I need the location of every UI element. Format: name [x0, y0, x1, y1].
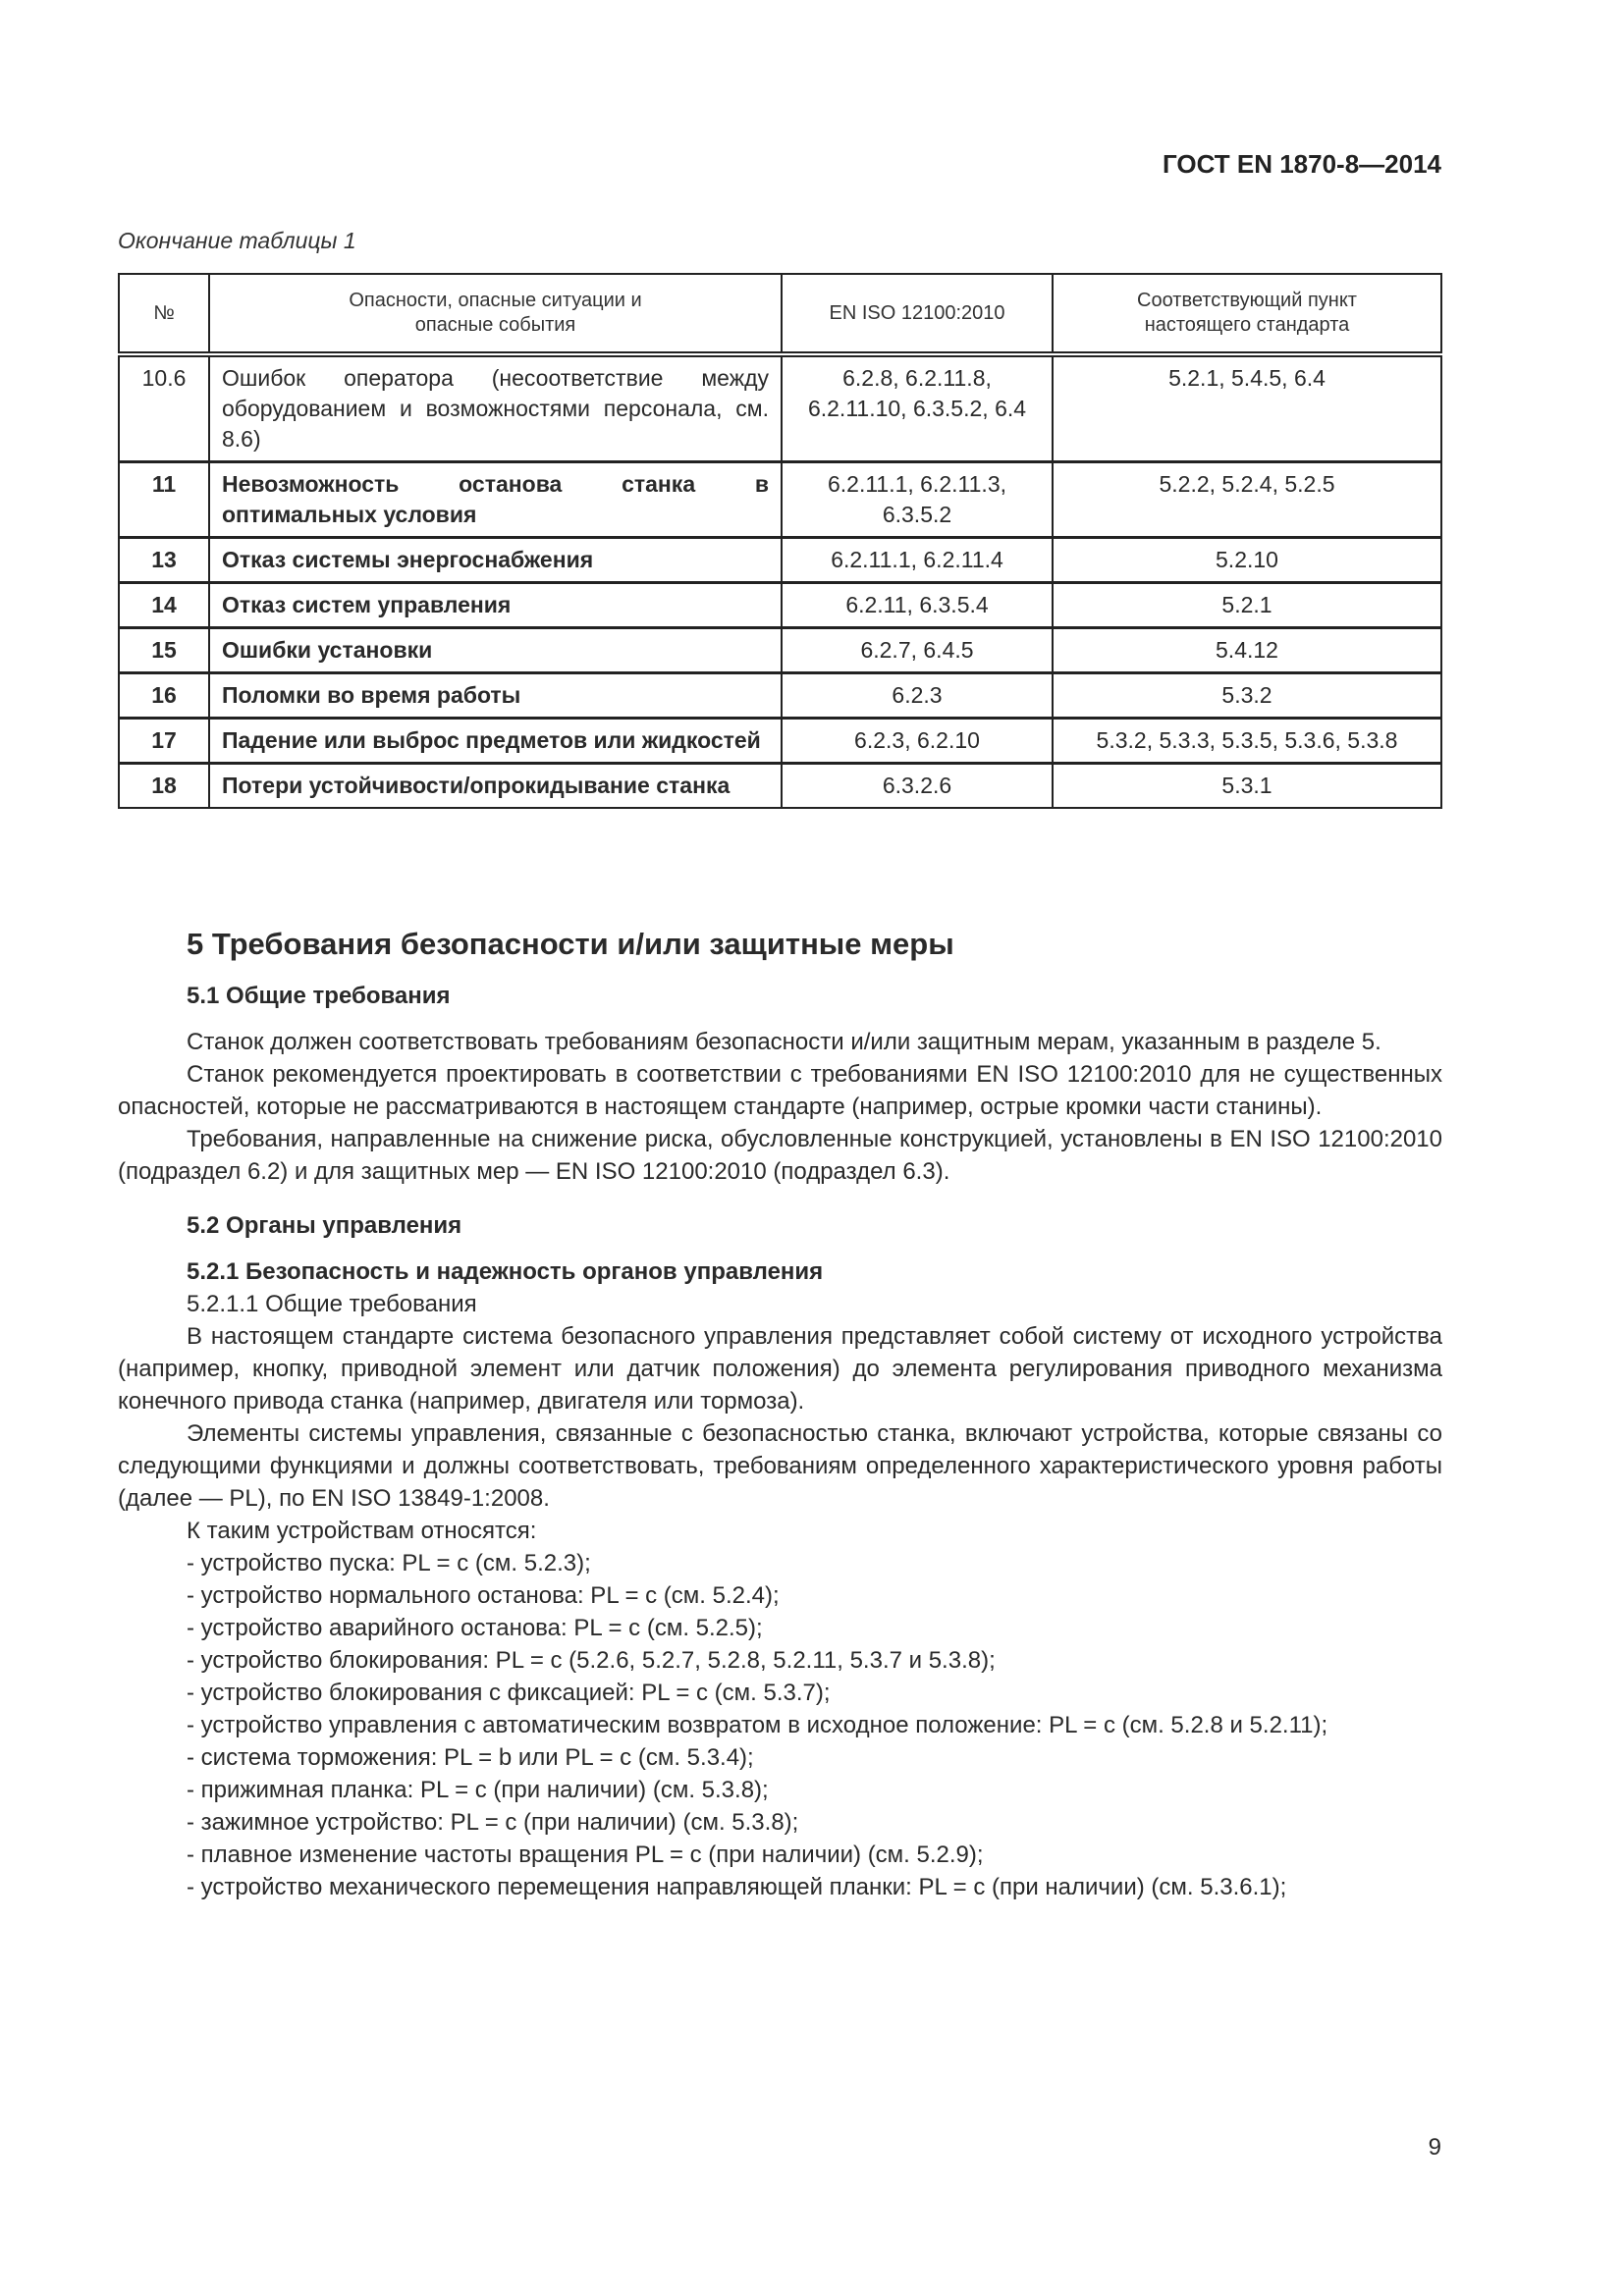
table-caption: Окончание таблицы 1 — [118, 228, 356, 253]
section-5-1-title: 5.1 Общие требования — [187, 983, 451, 1009]
list-item: - устройство механического перемещения направляющей планки: PL = c (при наличии) (см. 5.3.6.1); — [187, 1874, 1287, 1900]
hazard-cell: Ошибок оператора (несоответствие между оборудованием и возможностями персонала, см. 8.6) — [209, 354, 782, 462]
clause-cell: 5.2.1, 5.4.5, 6.4 — [1053, 354, 1441, 462]
hazard-cell: Невозможность останова станка в оптимальных условия — [209, 462, 782, 538]
paragraph: К таким устройствам относятся: — [187, 1518, 537, 1544]
table-header-row — [119, 274, 1441, 354]
row-number: 18 — [119, 764, 209, 809]
table-row — [119, 673, 1441, 719]
clause-cell: 5.2.1 — [1053, 583, 1441, 628]
hazard-cell: Отказ систем управления — [209, 583, 782, 628]
paragraph: Требования, направленные на снижение риска, обусловленные конструкцией, установлены в EN ISO 12100:2010 (подраздел 6.2) и для защитных мер — EN ISO 12100:2010 (подраздел 6.3). — [118, 1126, 1442, 1185]
section-5-2-1-title: 5.2.1 Безопасность и надежность органов управления — [187, 1258, 824, 1285]
table-row — [119, 462, 1441, 538]
row-number: 15 — [119, 628, 209, 673]
row-number: 10.6 — [119, 354, 209, 462]
hazard-cell: Падение или выброс предметов или жидкостей — [209, 719, 782, 764]
table-row — [119, 538, 1441, 583]
clause-cell: 5.3.2 — [1053, 673, 1441, 719]
row-number: 16 — [119, 673, 209, 719]
table-row — [119, 764, 1441, 809]
row-number: 13 — [119, 538, 209, 583]
list-item: - система торможения: PL = b или PL = c (см. 5.3.4); — [187, 1744, 754, 1771]
row-number: 14 — [119, 583, 209, 628]
hazard-cell: Потери устойчивости/опрокидывание станка — [209, 764, 782, 809]
iso-cell: 6.2.11, 6.3.5.4 — [782, 583, 1053, 628]
col-header-hazard — [209, 274, 782, 354]
list-item: - устройство аварийного останова: PL = c (см. 5.2.5); — [187, 1615, 763, 1641]
section-5-title: 5 Требования безопасности и/или защитные меры — [187, 927, 954, 961]
list-item: - зажимное устройство: PL = c (при наличии) (см. 5.3.8); — [187, 1809, 799, 1836]
table-row — [119, 628, 1441, 673]
col-header-iso: EN ISO 12100:2010 — [782, 274, 1053, 354]
iso-cell: 6.2.3 — [782, 673, 1053, 719]
paragraph: Станок рекомендуется проектировать в соответствии с требованиями EN ISO 12100:2010 для не существенных опасностей, которые не рассматриваются в настоящем стандарте (например, острые кромки части станины). — [118, 1061, 1442, 1120]
table-row — [119, 719, 1441, 764]
hazard-cell: Поломки во время работы — [209, 673, 782, 719]
iso-cell: 6.2.7, 6.4.5 — [782, 628, 1053, 673]
section-5 — [118, 928, 1442, 1903]
clause-cell: 5.2.10 — [1053, 538, 1441, 583]
row-number: 11 — [119, 462, 209, 538]
iso-cell: 6.3.2.6 — [782, 764, 1053, 809]
iso-cell: 6.2.11.1, 6.2.11.3, 6.3.5.2 — [782, 462, 1053, 538]
col-header-hazard-text: Опасности, опасные ситуации и опасные события — [349, 290, 642, 336]
iso-cell: 6.2.11.1, 6.2.11.4 — [782, 538, 1053, 583]
list-item: - устройство управления с автоматическим возвратом в исходное положение: PL = c (см. 5.2.8 и 5.2.11); — [187, 1712, 1328, 1738]
list-item: - устройство пуска: PL = c (см. 5.2.3); — [187, 1550, 591, 1576]
table-row — [119, 354, 1441, 462]
section-5-2-1-1-title: 5.2.1.1 Общие требования — [187, 1291, 477, 1317]
section-5-2-title: 5.2 Органы управления — [187, 1212, 462, 1239]
list-item: - плавное изменение частоты вращения PL = c (при наличии) (см. 5.2.9); — [187, 1842, 984, 1868]
col-header-no: № — [119, 274, 209, 354]
page-number: 9 — [1428, 2134, 1441, 2161]
col-header-clause — [1053, 274, 1441, 354]
iso-cell: 6.2.8, 6.2.11.8, 6.2.11.10, 6.3.5.2, 6.4 — [782, 354, 1053, 462]
iso-cell: 6.2.3, 6.2.10 — [782, 719, 1053, 764]
clause-cell: 5.2.2, 5.2.4, 5.2.5 — [1053, 462, 1441, 538]
list-item: - устройство блокирования: PL = c (5.2.6, 5.2.7, 5.2.8, 5.2.11, 5.3.7 и 5.3.8); — [187, 1647, 996, 1674]
clause-cell: 5.4.12 — [1053, 628, 1441, 673]
col-header-clause-text: Соответствующий пункт настоящего стандарта — [1137, 290, 1357, 336]
hazard-cell: Отказ системы энергоснабжения — [209, 538, 782, 583]
paragraph: Элементы системы управления, связанные с безопасностью станка, включают устройства, которые связаны со следующими функциями и должны соответствовать, требованиям определенного характеристического уровня работы (далее — PL), по EN ISO 13849-1:2008. — [118, 1420, 1442, 1512]
table-row — [119, 583, 1441, 628]
paragraph: Станок должен соответствовать требованиям безопасности и/или защитным мерам, указанным в разделе 5. — [187, 1029, 1381, 1055]
row-number: 17 — [119, 719, 209, 764]
hazards-table — [118, 273, 1442, 809]
list-item: - устройство блокирования с фиксацией: PL = c (см. 5.3.7); — [187, 1680, 831, 1706]
clause-cell: 5.3.1 — [1053, 764, 1441, 809]
list-item: - устройство нормального останова: PL = c (см. 5.2.4); — [187, 1582, 780, 1609]
clause-cell: 5.3.2, 5.3.3, 5.3.5, 5.3.6, 5.3.8 — [1053, 719, 1441, 764]
document-header: ГОСТ EN 1870-8—2014 — [1163, 149, 1441, 179]
paragraph: В настоящем стандарте система безопасного управления представляет собой систему от исходного устройства (например, кнопку, приводной элемент или датчик положения) до элемента регулирования приводного механизма конечного привода станка (например, двигателя или тормоза). — [118, 1323, 1442, 1415]
list-item: - прижимная планка: PL = c (при наличии) (см. 5.3.8); — [187, 1777, 769, 1803]
hazard-cell: Ошибки установки — [209, 628, 782, 673]
device-list — [118, 1547, 1442, 1903]
